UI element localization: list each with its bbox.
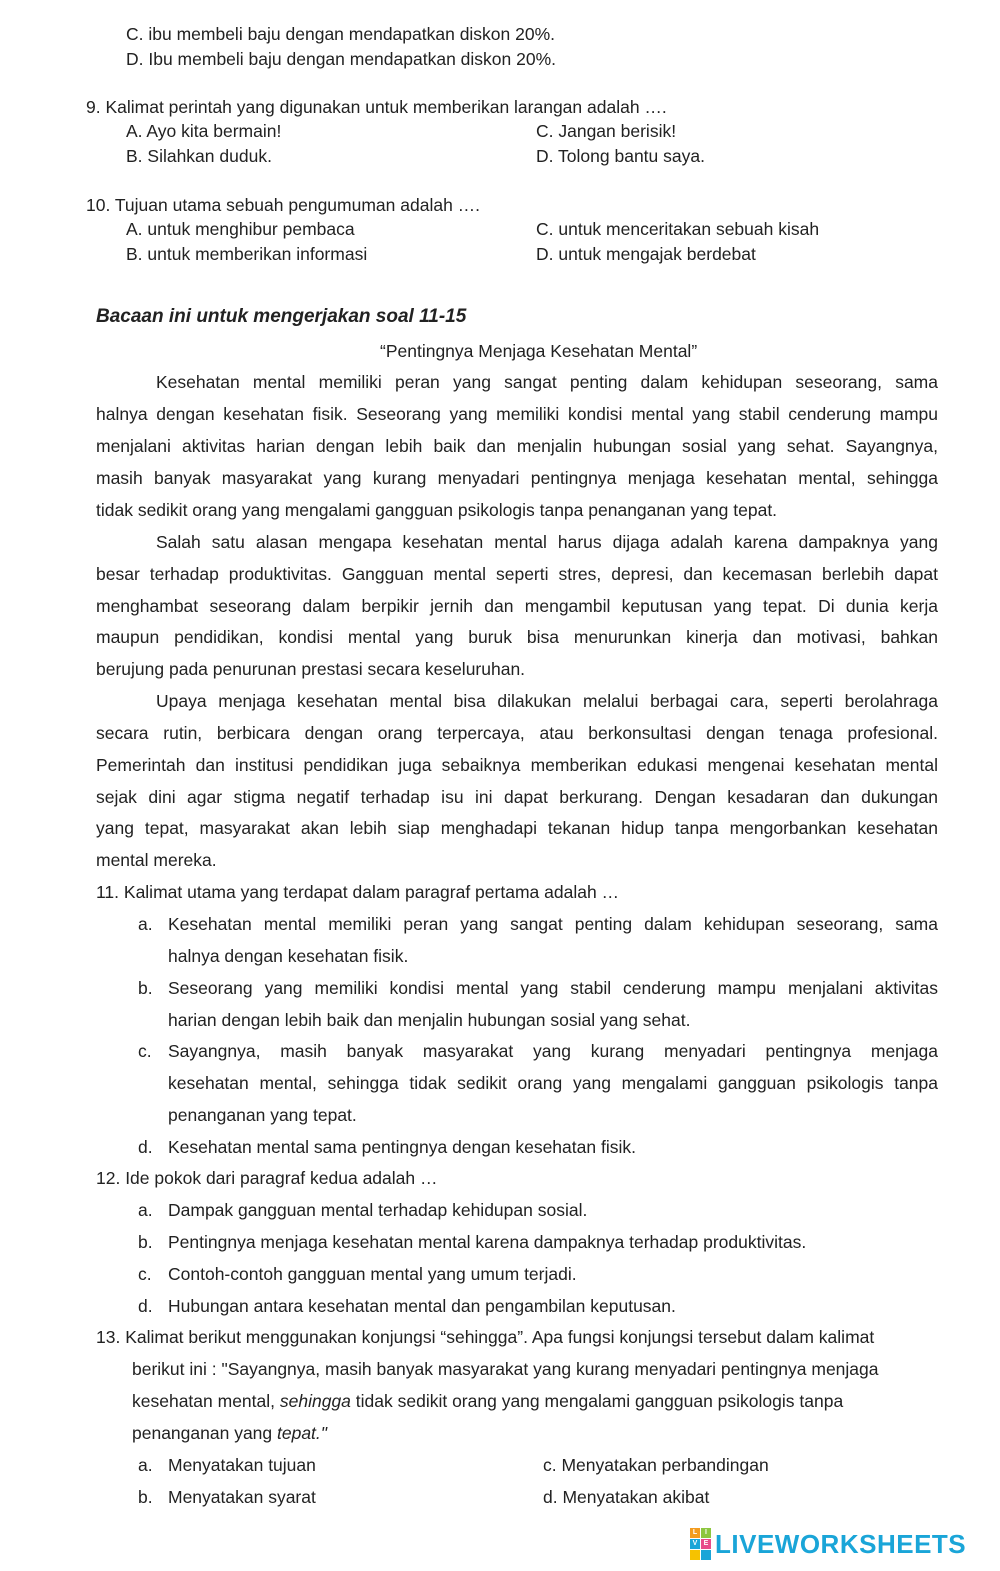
paragraph-2-line: maupun pendidikan, kondisi mental yang buruk bisa menurunkan kinerja dan motivasi, bahkan (96, 627, 938, 647)
logo-tile (690, 1550, 700, 1560)
q9-question: 9. Kalimat perintah yang digunakan untuk memberikan larangan adalah …. (86, 97, 667, 117)
q13-question-cont: kesehatan mental, sehingga tidak sedikit orang yang mengalami gangguan psikologis tanpa (132, 1391, 844, 1411)
q11-option-a-cont: halnya dengan kesehatan fisik. (168, 946, 409, 966)
q11-question: 11. Kalimat utama yang terdapat dalam paragraf pertama adalah … (96, 882, 620, 902)
q12-option-b: Pentingnya menjaga kesehatan mental karena dampaknya terhadap produktivitas. (168, 1232, 807, 1252)
paragraph-1-line: halnya dengan kesehatan fisik. Seseorang yang memiliki kondisi mental yang stabil cenderung mampu (96, 404, 938, 424)
q12-option-d: Hubungan antara kesehatan mental dan pengambilan keputusan. (168, 1296, 676, 1316)
paragraph-1-line: masih banyak masyarakat yang kurang menyadari pentingnya menjaga kesehatan mental, sehingga (96, 468, 938, 488)
paragraph-3-line: secara rutin, berbicara dengan orang terpercaya, atau berkonsultasi dengan tenaga profesional. (96, 723, 938, 743)
q12-option-a: Dampak gangguan mental terhadap kehidupan sosial. (168, 1200, 588, 1220)
q8-option-c: C. ibu membeli baju dengan mendapatkan diskon 20%. (126, 24, 556, 44)
q11-option-b: Seseorang yang memiliki kondisi mental yang stabil cenderung mampu menjalani aktivitas (168, 978, 938, 998)
logo-tile (701, 1550, 711, 1560)
q11-option-c-cont: kesehatan mental, sehingga tidak sedikit orang yang mengalami gangguan psikologis tanpa (168, 1073, 938, 1093)
q13-option-b-label: b. (138, 1487, 153, 1507)
logo-tile: V (690, 1539, 700, 1549)
q13-option-b: Menyatakan syarat (168, 1487, 316, 1507)
q10-option-d: D. untuk mengajak berdebat (536, 244, 756, 264)
paragraph-3-line: sejak dini agar stigma negatif terhadap isu ini dapat berkurang. Dengan kesadaran dan dukungan (96, 787, 938, 807)
q13-option-d: d. Menyatakan akibat (543, 1487, 710, 1507)
paragraph-2-line: besar terhadap produktivitas. Gangguan mental seperti stres, depresi, dan kecemasan berlebih dapat (96, 564, 938, 584)
q12-option-d-label: d. (138, 1296, 153, 1316)
q9-option-c: C. Jangan berisik! (536, 121, 677, 141)
paragraph-2-line: Salah satu alasan mengapa kesehatan mental harus dijaga adalah karena dampaknya yang (156, 532, 938, 552)
q10-option-a: A. untuk menghibur pembaca (126, 219, 355, 239)
paragraph-2-line: berujung pada penurunan prestasi secara keseluruhan. (96, 659, 526, 679)
q8-option-d: D. Ibu membeli baju dengan mendapatkan diskon 20%. (126, 49, 556, 69)
q12-option-c-label: c. (138, 1264, 152, 1284)
paragraph-3-line: mental mereka. (96, 850, 217, 870)
q11-option-d-label: d. (138, 1137, 153, 1157)
q13-question: 13. Kalimat berikut menggunakan konjungsi “sehingga”. Apa fungsi konjungsi tersebut dalam kalimat (96, 1327, 875, 1347)
paragraph-2-line: menghambat seseorang dalam berpikir jernih dan mengambil keputusan yang tepat. Di dunia kerja (96, 596, 938, 616)
liveworksheets-logo-icon (690, 1528, 711, 1560)
logo-tile: I (701, 1528, 711, 1538)
reading-heading: Bacaan ini untuk mengerjakan soal 11-15 (96, 306, 467, 327)
q9-option-d: D. Tolong bantu saya. (536, 146, 705, 166)
q12-option-a-label: a. (138, 1200, 153, 1220)
q13-question-cont: penanganan yang tepat." (132, 1423, 327, 1443)
q9-option-b: B. Silahkan duduk. (126, 146, 272, 166)
q11-option-a-label: a. (138, 914, 153, 934)
reading-title: “Pentingnya Menjaga Kesehatan Mental” (380, 341, 698, 361)
q11-option-c: Sayangnya, masih banyak masyarakat yang kurang menyadari pentingnya menjaga (168, 1041, 938, 1061)
q11-option-a: Kesehatan mental memiliki peran yang sangat penting dalam kehidupan seseorang, sama (168, 914, 938, 934)
liveworksheets-logo (690, 1528, 966, 1560)
paragraph-3-line: Pemerintah dan institusi pendidikan juga sebaiknya memberikan edukasi mengenai kesehatan mental (96, 755, 938, 775)
logo-tile: E (701, 1539, 711, 1549)
logo-tile: L (690, 1528, 700, 1538)
q13-option-a: Menyatakan tujuan (168, 1455, 316, 1475)
paragraph-3-line: yang tepat, masyarakat akan lebih siap menghadapi tekanan hidup tanpa mengorbankan kesehatan (96, 818, 938, 838)
paragraph-1-line: tidak sedikit orang yang mengalami gangguan psikologis tanpa penanganan yang tepat. (96, 500, 778, 520)
q11-option-c-cont: penanganan yang tepat. (168, 1105, 357, 1125)
q12-option-c: Contoh-contoh gangguan mental yang umum terjadi. (168, 1264, 577, 1284)
q11-option-c-label: c. (138, 1041, 152, 1061)
q10-question: 10. Tujuan utama sebuah pengumuman adalah …. (86, 195, 481, 215)
q12-option-b-label: b. (138, 1232, 153, 1252)
q9-option-a: A. Ayo kita bermain! (126, 121, 282, 141)
paragraph-3-line: Upaya menjaga kesehatan mental bisa dilakukan melalui berbagai cara, seperti berolahraga (156, 691, 938, 711)
paragraph-1-line: Kesehatan mental memiliki peran yang sangat penting dalam kehidupan seseorang, sama (156, 372, 938, 392)
q12-question: 12. Ide pokok dari paragraf kedua adalah … (96, 1168, 438, 1188)
paragraph-1-line: menjalani aktivitas harian dengan lebih baik dan menjalin hubungan sosial yang sehat. Sayangnya, (96, 436, 938, 456)
q13-option-a-label: a. (138, 1455, 153, 1475)
q10-option-b: B. untuk memberikan informasi (126, 244, 368, 264)
q11-option-d: Kesehatan mental sama pentingnya dengan kesehatan fisik. (168, 1137, 636, 1157)
q11-option-b-label: b. (138, 978, 153, 998)
q13-question-cont: berikut ini : "Sayangnya, masih banyak masyarakat yang kurang menyadari pentingnya menjaga (132, 1359, 879, 1379)
liveworksheets-logo-text: LIVEWORKSHEETS (715, 1528, 967, 1559)
q11-option-b-cont: harian dengan lebih baik dan menjalin hubungan sosial yang sehat. (168, 1010, 691, 1030)
q10-option-c: C. untuk menceritakan sebuah kisah (536, 219, 820, 239)
q13-option-c: c. Menyatakan perbandingan (543, 1455, 769, 1475)
